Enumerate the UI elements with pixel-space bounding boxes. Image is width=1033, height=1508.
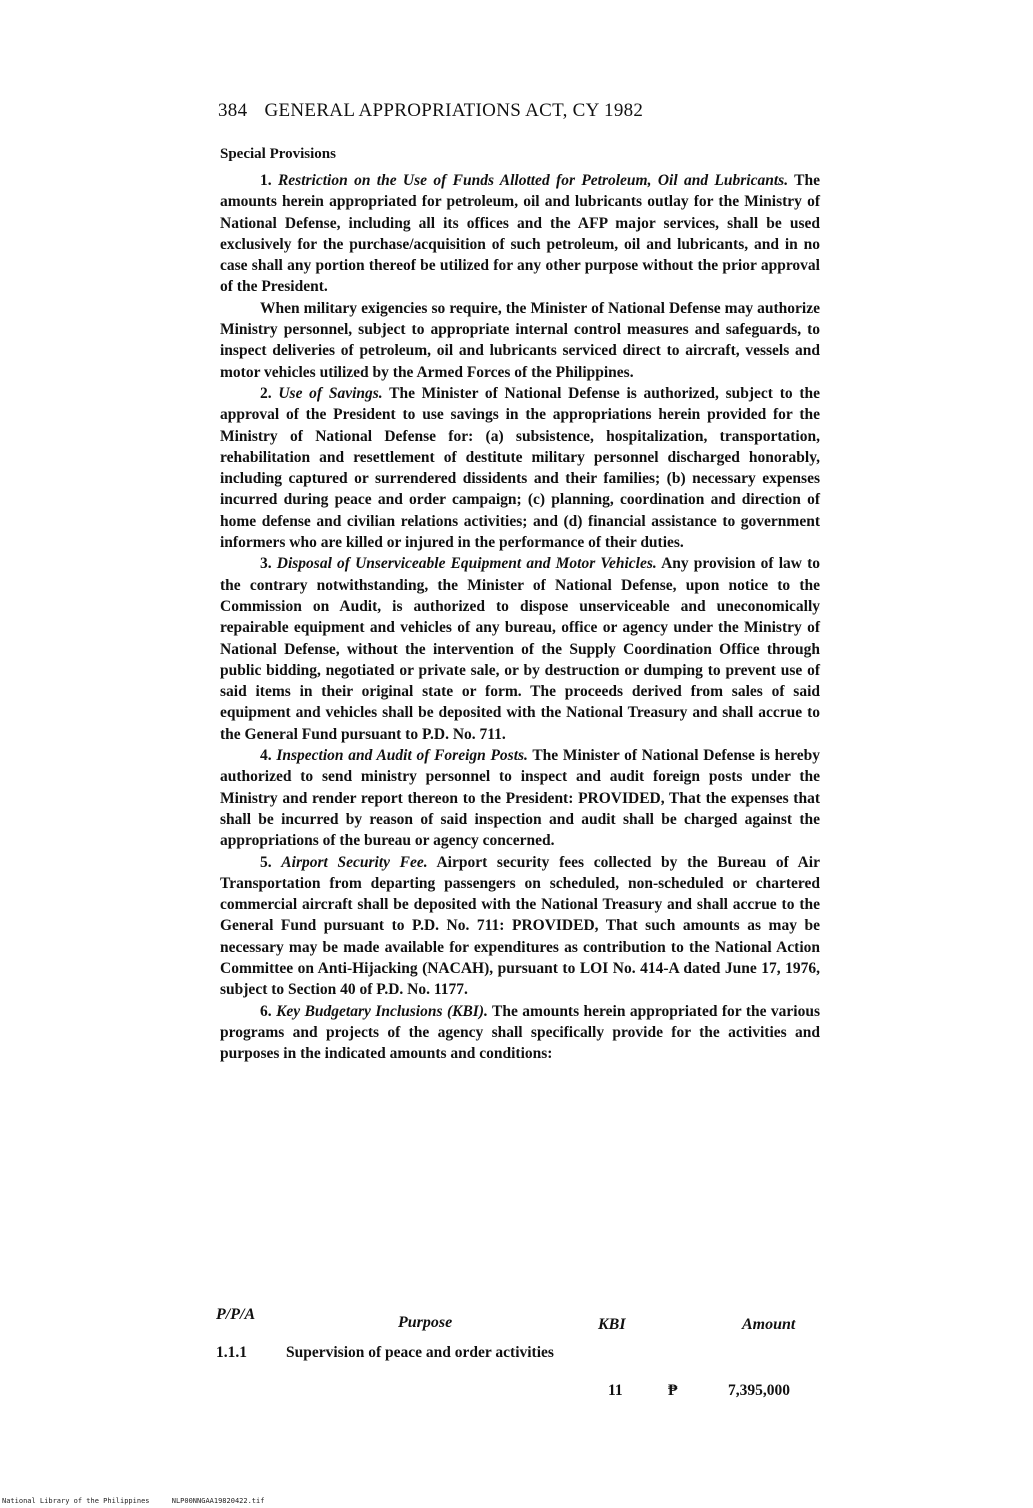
provision-4 bbox=[220, 745, 820, 851]
column-header-purpose: Purpose bbox=[398, 1314, 453, 1331]
column-header-ppa: P/P/A bbox=[216, 1306, 256, 1323]
provision-heading: Restriction on the Use of Funds Allotted for Petroleum, Oil and Lubricants. bbox=[277, 172, 789, 189]
provision-text: The amounts herein appropriated for petroleum, oil and lubricants outlay for the Ministry of National Defense, including all its offices and the AFP major services, shall be used exclusively for the purchase/acquisition of such petroleum, oil and lubricants, and in no case shall any portion thereof be utilized for any other purpose without the prior approval of the President. bbox=[220, 172, 820, 296]
purpose-cell: Supervision of peace and order activities bbox=[286, 1344, 554, 1361]
provision-text: Airport security fees collected by the Bureau of Air Transportation from departing passengers on scheduled, non-scheduled or chartered commercial aircraft shall be deposited with the National Treasury and shall accrue to the General Fund pursuant to P.D. No. 711: PROVIDED, That such amounts as may be necessary may be made available for expenditures as contribution to the National Action Committee on Anti-Hijacking (NACAH), pursuant to LOI No. 414-A dated June 17, 1976, subject to Section 40 of P.D. No. 1177. bbox=[220, 853, 820, 999]
provision-2 bbox=[220, 383, 820, 553]
provision-heading: Inspection and Audit of Foreign Posts. bbox=[276, 747, 528, 765]
provision-heading: Use of Savings. bbox=[278, 384, 383, 402]
running-title: GENERAL APPROPRIATIONS ACT, CY 1982 bbox=[264, 100, 644, 121]
file-id: NLP00NNGAA19820422.tif bbox=[171, 1497, 265, 1505]
provision-heading: Airport Security Fee. bbox=[281, 853, 428, 871]
provision-heading: Key Budgetary Inclusions (KBI). bbox=[276, 1002, 488, 1020]
provision-3 bbox=[220, 553, 820, 745]
table-row bbox=[216, 1344, 826, 1404]
library-label: National Library of the Philippines bbox=[2, 1497, 150, 1505]
provision-1-continued bbox=[220, 298, 820, 383]
scan-footer bbox=[2, 1497, 264, 1505]
provision-6 bbox=[220, 1001, 820, 1065]
ppa-cell: 1.1.1 bbox=[216, 1344, 247, 1361]
provision-text: The amounts herein appropriated for the various programs and projects of the agency shall specifically provide for the activities and purposes in the indicated amounts and conditions: bbox=[220, 1002, 820, 1063]
provision-heading: Disposal of Unserviceable Equipment and Motor Vehicles. bbox=[276, 555, 657, 573]
provision-5 bbox=[220, 852, 820, 1001]
provision-text: Any provision of law to the contrary notwithstanding, the Minister of National Defense, upon notice to the Commission on Audit, is authorized to dispose unserviceable and uneconomically repairable equipment and vehicles of any bureau, office or agency under the Ministry of National Defense, without the intervention of the Supply Coordination Office through public bidding, negotiated or private sale, or by destruction or dumping to prevent use of said items in their original state or form. The proceeds derived from sales of said equipment and vehicles shall be deposited with the National Treasury and shall accrue to the General Fund pursuant to P.D. No. 711. bbox=[220, 555, 820, 743]
page-number: 384 bbox=[218, 100, 248, 121]
provisions-body bbox=[220, 170, 820, 1064]
kbi-cell: 11 bbox=[608, 1382, 623, 1399]
provision-number: 2. bbox=[260, 384, 272, 402]
currency-cell: ₱ bbox=[668, 1382, 678, 1399]
provision-1 bbox=[220, 170, 820, 298]
section-title: Special Provisions bbox=[220, 146, 336, 162]
page-header bbox=[218, 100, 643, 122]
provision-number: 3. bbox=[260, 555, 272, 573]
amount-cell: 7,395,000 bbox=[728, 1382, 790, 1399]
provision-number: 5. bbox=[260, 853, 272, 871]
provision-text: The Minister of National Defense is hereby authorized to send ministry personnel to inspect and audit foreign posts under the Ministry and render report thereon to the President: PROVIDED, That the expenses that shall be incurred by reason of said inspection and audit shall be charged against the appropriations of the bureau or agency concerned. bbox=[220, 747, 820, 850]
provision-number: 6. bbox=[260, 1002, 272, 1020]
provision-text: When military exigencies so require, the Minister of National Defense may authorize Ministry personnel, subject to appropriate internal control measures and safeguards, to inspect deliveries of petroleum, oil and lubricants serviced direct to aircraft, vessels and motor vehicles utilized by the Armed Forces of the Philippines. bbox=[220, 299, 820, 381]
column-header-amount: Amount bbox=[742, 1316, 796, 1333]
provision-number: 1. bbox=[260, 172, 272, 189]
provision-text: The Minister of National Defense is authorized, subject to the approval of the President to use savings in the appropriations herein provided for the Ministry of National Defense for: (a) subsistence, hospitalization, transportation, rehabilitation and resettlement of destitute military personnel discharged honorably, including captured or surrendered dissidents and their families; (b) necessary expenses incurred during peace and order campaign; (c) planning, coordination and direction of home defense and civilian relations activities; and (d) financial assistance to government informers who are killed or injured in the performance of their duties. bbox=[220, 384, 820, 552]
column-header-kbi: KBI bbox=[598, 1316, 626, 1333]
provision-number: 4. bbox=[260, 747, 272, 765]
